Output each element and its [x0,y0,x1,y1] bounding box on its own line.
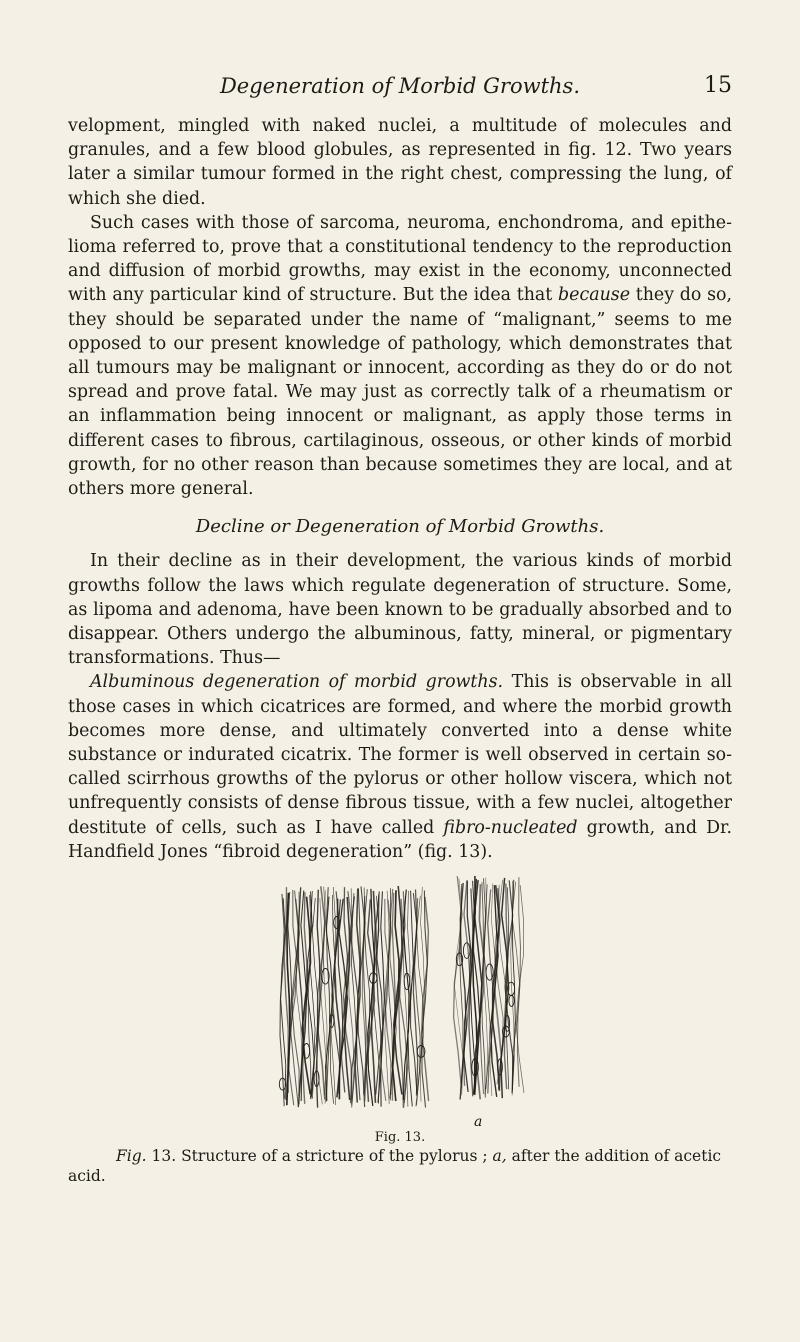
caption-text-b: after the addition of acetic acid. [68,1147,722,1186]
paragraph-4-part-a: This is observable in all those cases in which cicatrices are formed, and where the morbid growth becomes more dense, and ultimately converted into a dense white substance or indurated cicatrix. The former is well observed in certain so-called scirrhous growths of the pylorus or other hollow viscera, which not unfrequently consists of dense fibrous tissue, with a few nuclei, altogether destitute of cells, such as I have called [68,672,733,838]
paragraph-2-part-a: Such cases with those of sarcoma, neuroma, enchondroma, and epithelioma referred to, prove that a constitutional tendency to the reproduction and diffusion of morbid growths, may exist in the economy, unconnected with any particular kind of structure. But the idea that [68,212,732,306]
paragraph-3: In their decline as in their development, the various kinds of morbid growths follow the laws which regulate degeneration of structure. Some, as lipoma and adenoma, have been known to be gradually absorbed and to disappear. Others undergo the albuminous, fatty, mineral, or pigmentary transformations. Thus— [68,551,732,669]
fibrous-tissue-illustration [276,872,526,1112]
nucleus [509,995,514,1006]
paragraph-4-heading: Albuminous degeneration of morbid growths. [90,672,504,693]
page-number: 15 [704,73,732,98]
running-head [68,70,732,102]
caption-fig-ref: Fig. [116,1147,147,1166]
paragraph-2 [68,211,732,501]
right-tissue-panel [454,876,524,1100]
paragraph-4-part-b: growth, and Dr. Handfield Jones “fibroid degeneration” (fig. 13). [68,817,732,862]
page [68,70,732,1202]
figure-label: Fig. 13. [374,1130,426,1146]
caption-text-a: Structure of a stricture of the pylorus ; [176,1147,493,1166]
paragraph-1: velopment, mingled with naked nuclei, a multitude of molecules and granules, and a few blood globules, as represented in fig. 12. Two years later a similar tumour formed in the right chest, compressing the lung, of which she died. [68,116,732,209]
caption-fig-number: 13. [146,1147,177,1166]
figure-caption [68,1146,732,1186]
nucleus [486,964,493,980]
figure-13 [68,872,732,1146]
paragraph-2-emphasis: because [558,285,630,306]
left-tissue-panel [279,886,428,1108]
paragraph-2-part-b: they do so, they should be separated under the name of “malignant,” seems to me opposed to our present knowledge of pathology, which demonstrates that all tumours may be malignant or innocent, according as they do or do not spread and prove fatal. We may just as correctly talk of a rheumatism or an inflammation being innocent or malignant, as apply those terms in different cases to fibrous, cartilaginous, osseous, or other kinds of morbid growth, for no other reason than because sometimes they are local, and at others more general. [68,285,732,500]
running-title: Degeneration of Morbid Growths. [219,74,581,98]
body-text [68,114,732,864]
fiber-strand [281,898,286,1098]
nucleus [463,943,470,959]
paragraph-4 [68,670,732,864]
caption-emphasis: a, [492,1147,507,1166]
figure-letter-a: a [474,1114,483,1131]
paragraph-4-emphasis: fibro-nucleated [443,817,578,838]
section-heading: Decline or Degeneration of Morbid Growths. [195,516,605,538]
